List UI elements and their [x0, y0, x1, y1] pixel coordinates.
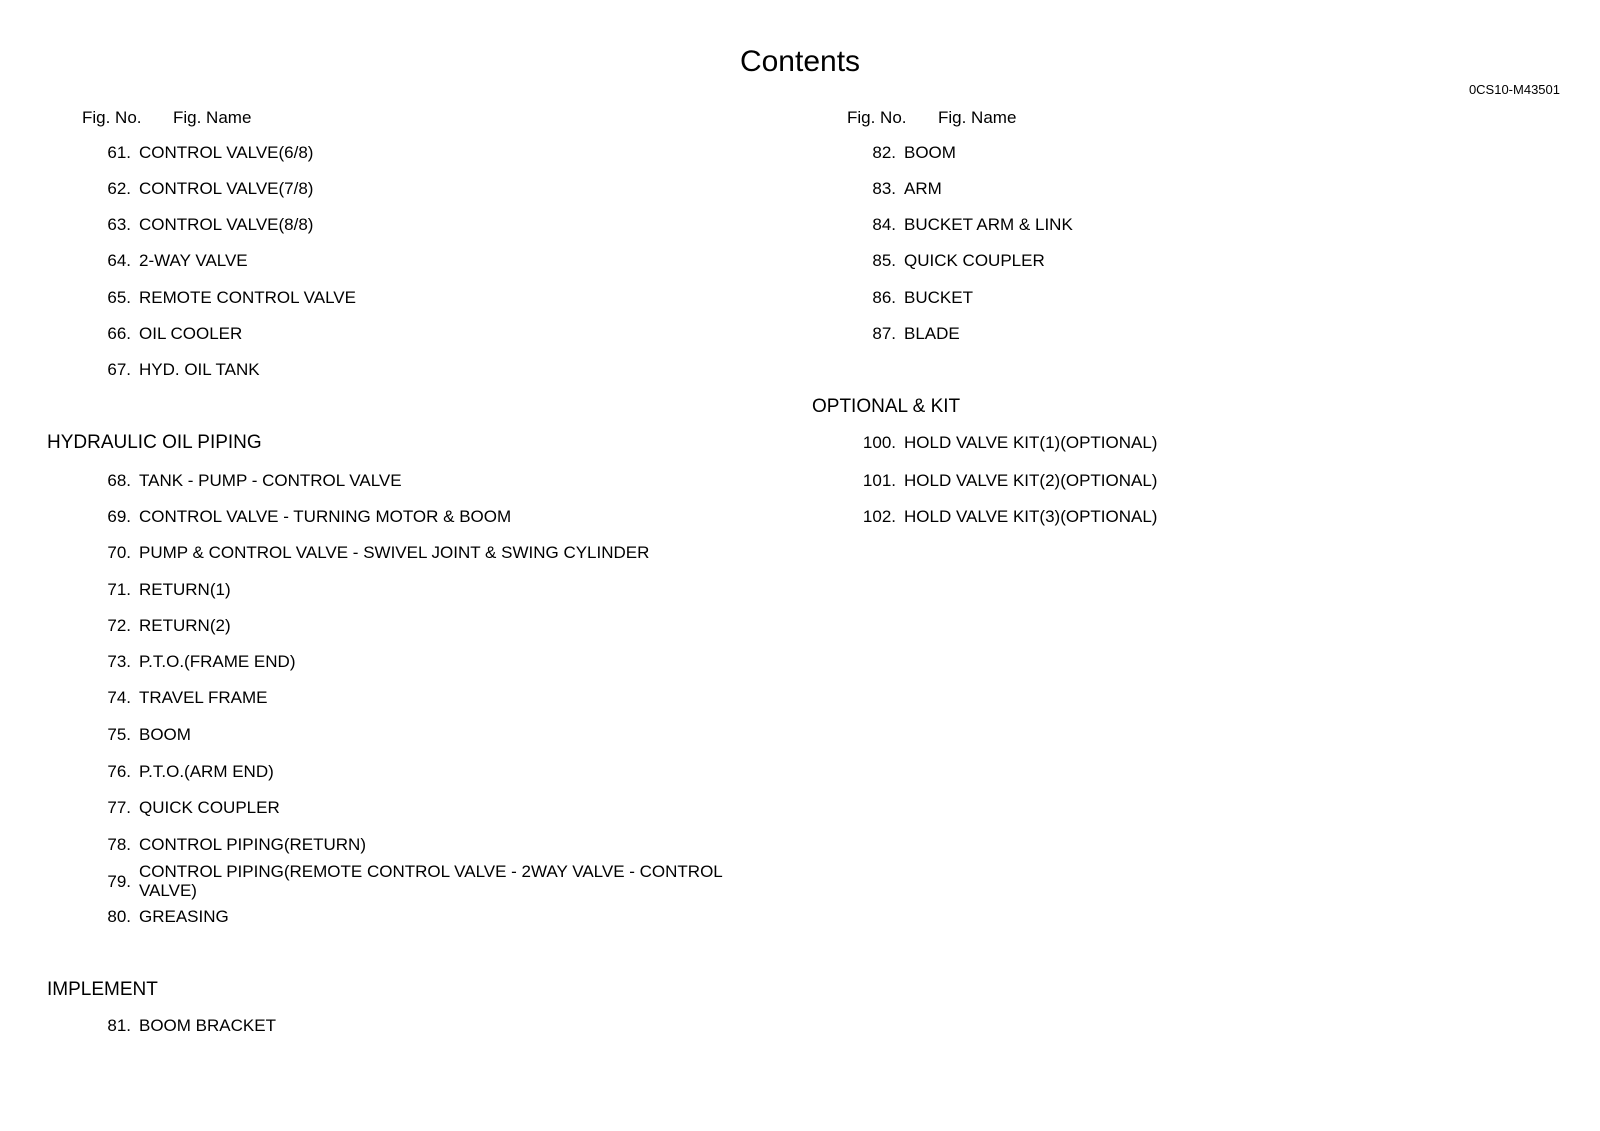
toc-entry[interactable] [47, 1016, 276, 1035]
fig-name: CONTROL VALVE(7/8) [139, 179, 314, 198]
section-heading: OPTIONAL & KIT [812, 396, 961, 417]
fig-name: QUICK COUPLER [139, 798, 280, 817]
fig-name: CONTROL PIPING(REMOTE CONTROL VALVE - 2WAY VALVE - CONTROL VALVE) [139, 862, 723, 900]
fig-number: 100. [862, 433, 896, 452]
fig-name: QUICK COUPLER [904, 251, 1045, 270]
fig-name: GREASING [139, 907, 229, 926]
fig-name-header: Fig. Name [938, 108, 1017, 127]
toc-entry[interactable] [812, 471, 1157, 490]
fig-number: 85. [872, 251, 896, 270]
fig-number: 62. [107, 179, 131, 198]
fig-name: RETURN(2) [139, 616, 231, 635]
fig-number: 102. [862, 507, 896, 526]
toc-entry[interactable] [47, 251, 248, 270]
toc-entry[interactable] [47, 907, 229, 926]
toc-entry[interactable] [47, 507, 511, 526]
toc-entry[interactable] [47, 862, 739, 900]
toc-entry[interactable] [812, 179, 942, 198]
fig-number: 67. [107, 360, 131, 379]
fig-number: 79. [107, 871, 131, 891]
fig-number: 74. [107, 688, 131, 707]
fig-name-header: Fig. Name [173, 108, 252, 127]
fig-name: HOLD VALVE KIT(1)(OPTIONAL) [904, 433, 1158, 452]
fig-no-header: Fig. No. [847, 108, 907, 127]
fig-name: OIL COOLER [139, 324, 243, 343]
fig-number: 80. [107, 907, 131, 926]
toc-entry[interactable] [812, 507, 1157, 526]
toc-entry[interactable] [47, 360, 260, 379]
fig-name: HYD. OIL TANK [139, 360, 260, 379]
fig-number: 81. [107, 1016, 131, 1035]
toc-entry[interactable] [812, 143, 956, 162]
fig-number: 83. [872, 179, 896, 198]
fig-name: BUCKET [904, 288, 973, 307]
fig-name: P.T.O.(ARM END) [139, 762, 274, 781]
toc-entry[interactable] [47, 471, 402, 490]
fig-number: 82. [872, 143, 896, 162]
toc-entry[interactable] [47, 688, 267, 707]
section-heading: IMPLEMENT [47, 979, 158, 1000]
fig-no-header: Fig. No. [82, 108, 142, 127]
fig-number: 68. [107, 471, 131, 490]
toc-entry[interactable] [812, 215, 1073, 234]
fig-name: CONTROL PIPING(RETURN) [139, 835, 366, 854]
toc-entry[interactable] [47, 179, 313, 198]
fig-number: 84. [872, 215, 896, 234]
fig-name: 2-WAY VALVE [139, 251, 248, 270]
fig-number: 66. [107, 324, 131, 343]
fig-name: BUCKET ARM & LINK [904, 215, 1073, 234]
page-title: Contents [739, 45, 861, 78]
toc-entry[interactable] [812, 288, 973, 307]
fig-name: TRAVEL FRAME [139, 688, 268, 707]
fig-number: 75. [107, 725, 131, 744]
toc-entry[interactable] [812, 251, 1045, 270]
toc-entry[interactable] [47, 652, 295, 671]
fig-name: CONTROL VALVE - TURNING MOTOR & BOOM [139, 507, 512, 526]
fig-name: BOOM [904, 143, 956, 162]
fig-name: RETURN(1) [139, 580, 231, 599]
fig-name: ARM [904, 179, 942, 198]
fig-number: 69. [107, 507, 131, 526]
toc-entry[interactable] [812, 433, 1157, 452]
fig-number: 86. [872, 288, 896, 307]
fig-name: CONTROL VALVE(8/8) [139, 215, 314, 234]
fig-name: HOLD VALVE KIT(2)(OPTIONAL) [904, 471, 1158, 490]
fig-number: 70. [107, 543, 131, 562]
toc-entry[interactable] [47, 143, 313, 162]
toc-entry[interactable] [47, 798, 280, 817]
section-heading: HYDRAULIC OIL PIPING [47, 432, 262, 453]
fig-name: BOOM [139, 725, 191, 744]
fig-name: P.T.O.(FRAME END) [139, 652, 296, 671]
fig-number: 77. [107, 798, 131, 817]
toc-entry[interactable] [47, 762, 274, 781]
fig-name: HOLD VALVE KIT(3)(OPTIONAL) [904, 507, 1158, 526]
toc-entry[interactable] [47, 324, 242, 343]
fig-number: 65. [107, 288, 131, 307]
fig-name: BOOM BRACKET [139, 1016, 276, 1035]
document-code: 0CS10-M43501 [1468, 82, 1560, 97]
toc-entry[interactable] [47, 215, 313, 234]
fig-name: BLADE [904, 324, 960, 343]
fig-number: 76. [107, 762, 131, 781]
fig-number: 71. [107, 580, 131, 599]
fig-name: TANK - PUMP - CONTROL VALVE [139, 471, 402, 490]
fig-number: 78. [107, 835, 131, 854]
toc-entry[interactable] [47, 288, 356, 307]
fig-number: 64. [107, 251, 131, 270]
fig-name: PUMP & CONTROL VALVE - SWIVEL JOINT & SWING CYLINDER [139, 543, 650, 562]
fig-number: 61. [107, 143, 131, 162]
fig-number: 87. [872, 324, 896, 343]
fig-number: 72. [107, 616, 131, 635]
fig-name: REMOTE CONTROL VALVE [139, 288, 356, 307]
toc-entry[interactable] [47, 543, 649, 562]
fig-number: 73. [107, 652, 131, 671]
toc-entry[interactable] [47, 725, 191, 744]
toc-entry[interactable] [812, 324, 960, 343]
toc-entry[interactable] [47, 835, 366, 854]
toc-entry[interactable] [47, 616, 231, 635]
toc-entry[interactable] [47, 580, 231, 599]
fig-name: CONTROL VALVE(6/8) [139, 143, 314, 162]
fig-number: 101. [862, 471, 896, 490]
fig-number: 63. [107, 215, 131, 234]
